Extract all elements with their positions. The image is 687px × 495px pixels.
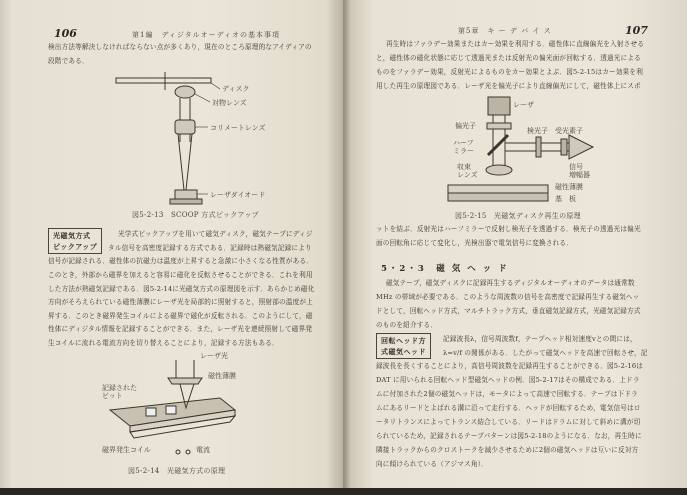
label-coil: 磁界発生コイル bbox=[102, 446, 151, 454]
side-heading-box bbox=[48, 228, 102, 254]
text-line: のものを紹介する． bbox=[376, 321, 438, 329]
text-line: 光学式ピックアップを用いて磁気ディスク，磁気テープにディジ bbox=[118, 230, 313, 238]
label-disc: ディスク bbox=[222, 85, 250, 93]
label-half-mirror: ハーフ bbox=[453, 139, 474, 147]
page-number: 106 bbox=[54, 27, 77, 40]
text-line: ットを結ぶ．反射光はハーフミラーで反射し検光子を透過する．検光子の透過光は偏光 bbox=[376, 225, 641, 233]
label-objective-lens: 対物レンズ bbox=[212, 99, 247, 107]
side-heading-line: 回転ヘッド方 bbox=[381, 336, 426, 345]
label-magnetic-film: 磁性薄膜 bbox=[208, 372, 236, 380]
running-head: 第1編 ディジタルオーディオの基本事項 bbox=[132, 31, 281, 39]
running-head: 第5章 キ ー デ バ イ ス bbox=[458, 27, 552, 35]
text-line: 生コイルに流れる電流方向を切り替えることにより，記録する方法もある． bbox=[48, 339, 279, 347]
page-number: 107 bbox=[625, 24, 648, 37]
text-line: タル信号を高密度記録する方式である．記録時は熱磁気記録により bbox=[108, 244, 312, 252]
text-line: 方向がそろえられている磁性薄膜にレーザ光を局部的に照射すると，照射部の温度が上 bbox=[48, 298, 313, 306]
figure-mo-disc-playback bbox=[433, 95, 603, 210]
section-title: 5・2・3 磁 気 ヘ ッ ド bbox=[381, 264, 509, 274]
text-line: ータリトランスによってトランス結合している．リードはドラムに対して斜めに溝が切 bbox=[376, 418, 641, 426]
label-amplifier: 信号 bbox=[569, 163, 583, 171]
text-line: 用した再生の原理図である．レーザ光を偏光子により直線偏光にして，磁性体上にスポ bbox=[376, 82, 641, 90]
text-line: した方法が熱磁気記録である．図5-2-14に光磁気方式の原理図を示す．あらかじめ磁化 bbox=[48, 285, 315, 293]
text-line: ムにあるリードとよばれる溝に沿って走行する．ヘッドが回転するため，電気信号はロ bbox=[376, 404, 641, 412]
label-half-mirror-2: ミラー bbox=[453, 147, 474, 155]
text-line: ものをファラデー効果，反射光によるものをカー効果とよぶ．図5-2-15はカー効果を利 bbox=[376, 68, 644, 76]
right-page bbox=[343, 0, 687, 488]
text-line: ムに付加された2個の磁気ヘッドは，モータによって高速で回転する．テープは下ドラ bbox=[376, 390, 638, 398]
side-heading-box bbox=[376, 333, 431, 359]
label-analyzer: 検光子 bbox=[527, 127, 548, 135]
label-lens-2: レンズ bbox=[457, 171, 478, 179]
text-line: DAT に用いられる回転ヘッド型磁気ヘッドの例．図5-2-17はその構成である．上ドラ bbox=[376, 376, 640, 384]
side-heading-line: 光磁気方式 bbox=[53, 231, 91, 240]
figure-caption: 図5-2-15 光磁気ディスク再生の原理 bbox=[455, 212, 581, 220]
text-line: 検出方法等解決しなければならない点が多くあり，現在のところ原理的なアイディアの bbox=[48, 43, 312, 51]
text-line: られているため，記録されるテープパターンは図5-2-18のようになる．なお，再生時に bbox=[376, 432, 642, 440]
label-magnetic-film: 磁性薄膜 bbox=[555, 183, 583, 191]
label-recorded-bits: 記録された bbox=[102, 384, 137, 392]
figure-scoop-pickup bbox=[110, 72, 310, 207]
text-line: 隣接トラックからのクロストークを減少させるために2個の磁気ヘッドは互いに反対方 bbox=[376, 446, 639, 454]
label-current: 電流 bbox=[196, 446, 210, 454]
text-line: 信号が記録される．磁性体の抗磁力は温度が上昇すると急激に小さくなる性質がある． bbox=[48, 257, 313, 265]
label-laser-diode: レーザダイオード bbox=[210, 191, 266, 199]
text-line: 再生時はファラデー効果またはカー効果を利用する．磁性体に直線偏光を入射させる bbox=[386, 40, 645, 48]
text-line: と，磁性体の磁化状態に応じて透過光または反射光の偏光面が回転する．透過光による bbox=[376, 54, 641, 62]
figure-magneto-optical-principle bbox=[90, 350, 260, 465]
label-laser: レーザ bbox=[513, 101, 534, 109]
text-line: MHz の帯域が必要である．このような周波数の信号を高密度で記録再生する磁気ヘッ bbox=[376, 293, 640, 301]
text-line: 面の回転角に応じて変化し，光検出器で電気信号に変換される． bbox=[376, 239, 574, 247]
text-line: 磁気テープ，磁気ディスクに記録再生するディジタルオーディオのデータは通常数 bbox=[386, 279, 635, 287]
label-amplifier-2: 増幅器 bbox=[569, 171, 590, 179]
text-line: このとき，外部から磁界を加えると容易に磁化を反転させることができる．これを利用 bbox=[48, 271, 313, 279]
label-substrate: 基 板 bbox=[555, 195, 576, 203]
label-lens: 収束 bbox=[457, 163, 471, 171]
text-line: 性体にディジタル情報を記録することができる．また，レーザ光を連続照射して磁界発 bbox=[48, 325, 313, 333]
text-line: ドとして，回転ヘッド方式，マルチトラック方式，垂直磁気記録方式，光磁気記録方式 bbox=[376, 307, 641, 315]
text-line: λ=v/f の関係がある．したがって磁気ヘッドを高速で回転させ，記 bbox=[443, 349, 648, 357]
label-detector: 受光素子 bbox=[555, 127, 583, 135]
side-heading-line: ピックアップ bbox=[53, 242, 98, 251]
text-line: 向に傾けられている（アジマス角）． bbox=[376, 460, 488, 468]
side-heading-line: 式磁気ヘッド bbox=[381, 347, 426, 356]
text-line: 記録波長λ，信号周波数f，テープヘッド相対速度vとの間には， bbox=[443, 335, 637, 343]
text-line: 録波長を長くすることにより，高信号周波数を記録再生することができる．図5-2-16は bbox=[376, 362, 644, 370]
left-page bbox=[0, 0, 343, 488]
label-recorded-bits-2: ビット bbox=[102, 392, 123, 400]
figure-caption: 図5-2-13 SCOOP 方式ピックアップ bbox=[132, 211, 259, 219]
figure-caption: 図5-2-14 光磁気方式の原理 bbox=[128, 467, 226, 475]
label-collimator-lens: コリメートレンズ bbox=[210, 124, 266, 132]
text-line: 昇する．このとき磁界発生コイルによる磁界で磁化が反転される．このようにして，磁 bbox=[48, 312, 313, 320]
label-polarizer: 偏光子 bbox=[455, 122, 476, 130]
label-laser-light: レーザ光 bbox=[200, 352, 228, 360]
text-line: 段階である． bbox=[48, 57, 89, 65]
